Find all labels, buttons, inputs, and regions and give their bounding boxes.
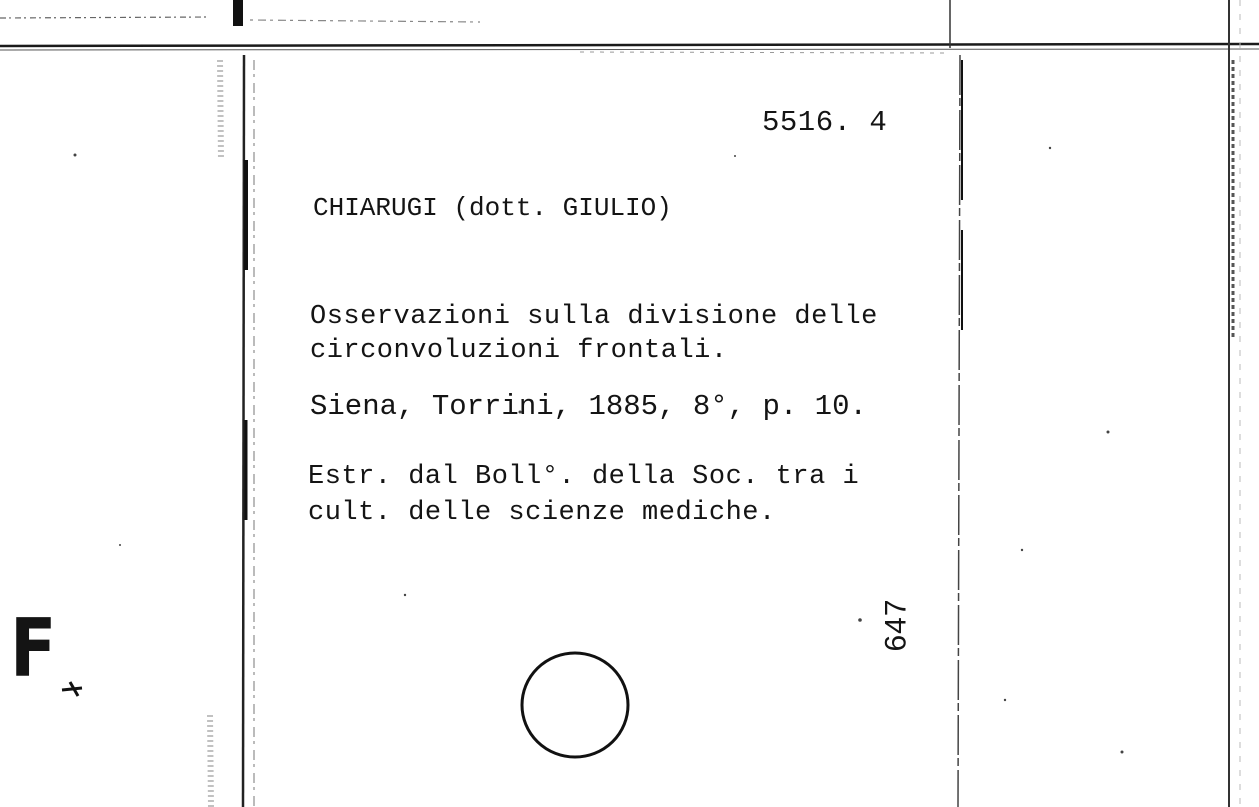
top-frame-line [0,44,1259,46]
note-line: cult. delle scienze mediche. [308,498,776,528]
vertical-inventory-number: 647 [879,598,913,652]
card-right-edge-line [958,55,960,807]
top-speckle-line [250,20,480,22]
title-line: Osservazioni sulla divisione delle [310,302,878,332]
call-number: 5516. 4 [762,106,888,139]
left-speckle-strip-bottom [210,715,211,807]
margin-letter: F [10,602,57,695]
card-left-edge-line [243,55,244,807]
top-frame-line-shadow [0,49,1259,50]
left-speckle-strip-top [220,60,221,160]
note-line: Estr. dal Boll°. della Soc. tra i [308,462,860,492]
imprint-line: Siena, Torrini, 1885, 8°, p. 10. [310,390,867,423]
top-left-speckle-line [0,17,210,18]
margin-arrow-mark [62,682,82,696]
title-line: circonvoluzioni frontali. [310,336,728,366]
card-top-edge-line [580,52,950,53]
scan-specks [74,147,1124,754]
punched-hole-circle [522,653,628,757]
top-left-ink-mark [233,0,243,26]
author-heading: CHIARUGI (dott. GIULIO) [313,193,672,223]
